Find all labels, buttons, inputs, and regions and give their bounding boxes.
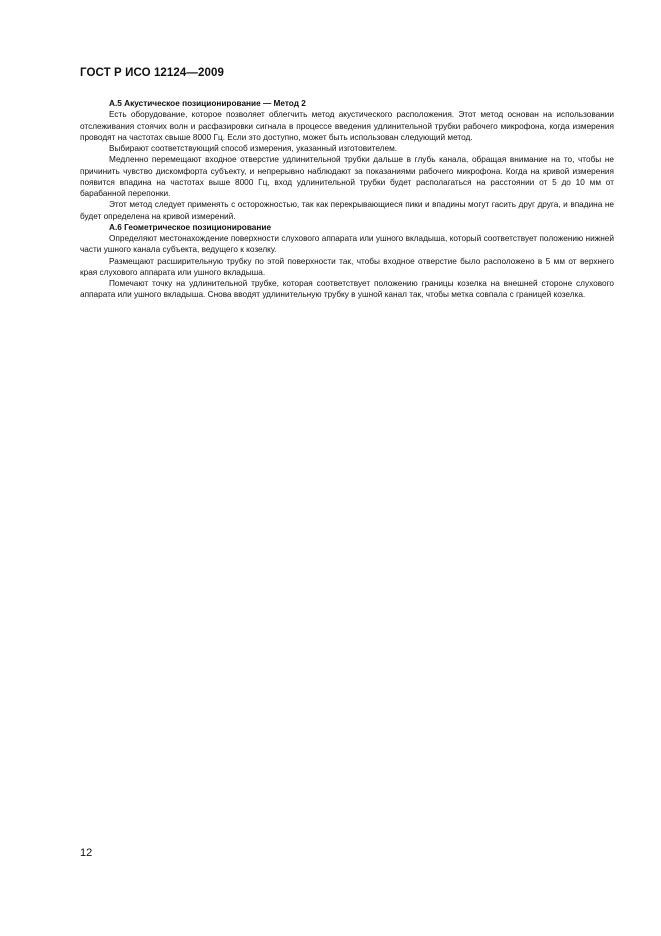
paragraph: Помечают точку на удлинительной трубке, которая соответствует положению границы козелка на внешней стороне слухового аппарата или ушного вкладыша. Снова вводят удлинительную трубку в ушной канал так, чтобы метка совпала с границей козелка. [80, 279, 614, 300]
paragraph: Есть оборудование, которое позволяет облегчить метод акустического расположения. Этот метод основан на использовании отслеживания стоячих волн и расфазировки сигнала в процессе введения удлинительной трубки рабочего микрофона, когда измерения проводят на частотах свыше 8000 Гц. Если это доступно, может быть использован следующий метод. [80, 110, 614, 142]
section-title: А.5 Акустическое позиционирование — Метод 2 [109, 99, 306, 108]
paragraph: Определяют местонахождение поверхности слухового аппарата или ушного вкладыша, который соответствует положению нижней части ушного канала субъекта, ведущего к козелку. [80, 234, 614, 255]
paragraph: Этот метод следует применять с осторожностью, так как перекрывающиеся пики и впадины могут гасить друг друга, и впадина не будет определена на кривой измерений. [80, 200, 614, 221]
section-title: А.6 Геометрическое позиционирование [109, 222, 272, 232]
paragraph: Медленно перемещают входное отверстие удлинительной трубки дальше в глубь канала, обращая внимание на то, чтобы не причинить чувство дискомфорта субъекту, и непрерывно наблюдают за показаниями рабочего микрофона. Когда на кривой измерения появится впадина на частотах выше 8000 Гц, вход удлинительной трубки будет располагаться на расстоянии от 5 до 10 мм от барабанной перепонки. [80, 155, 614, 198]
paragraph: Размещают расширительную трубку по этой поверхности так, чтобы входное отверстие было расположено в 5 мм от верхнего края слухового аппарата или ушного вкладыша. [80, 256, 614, 277]
paragraph: Выбирают соответствующий способ измерения, указанный изготовителем. [109, 144, 398, 153]
document-body [80, 98, 614, 301]
document-header: ГОСТ Р ИСО 12124—2009 [80, 67, 225, 79]
section-a5 [80, 98, 614, 222]
page-number: 12 [80, 847, 93, 859]
section-a6 [80, 222, 614, 301]
